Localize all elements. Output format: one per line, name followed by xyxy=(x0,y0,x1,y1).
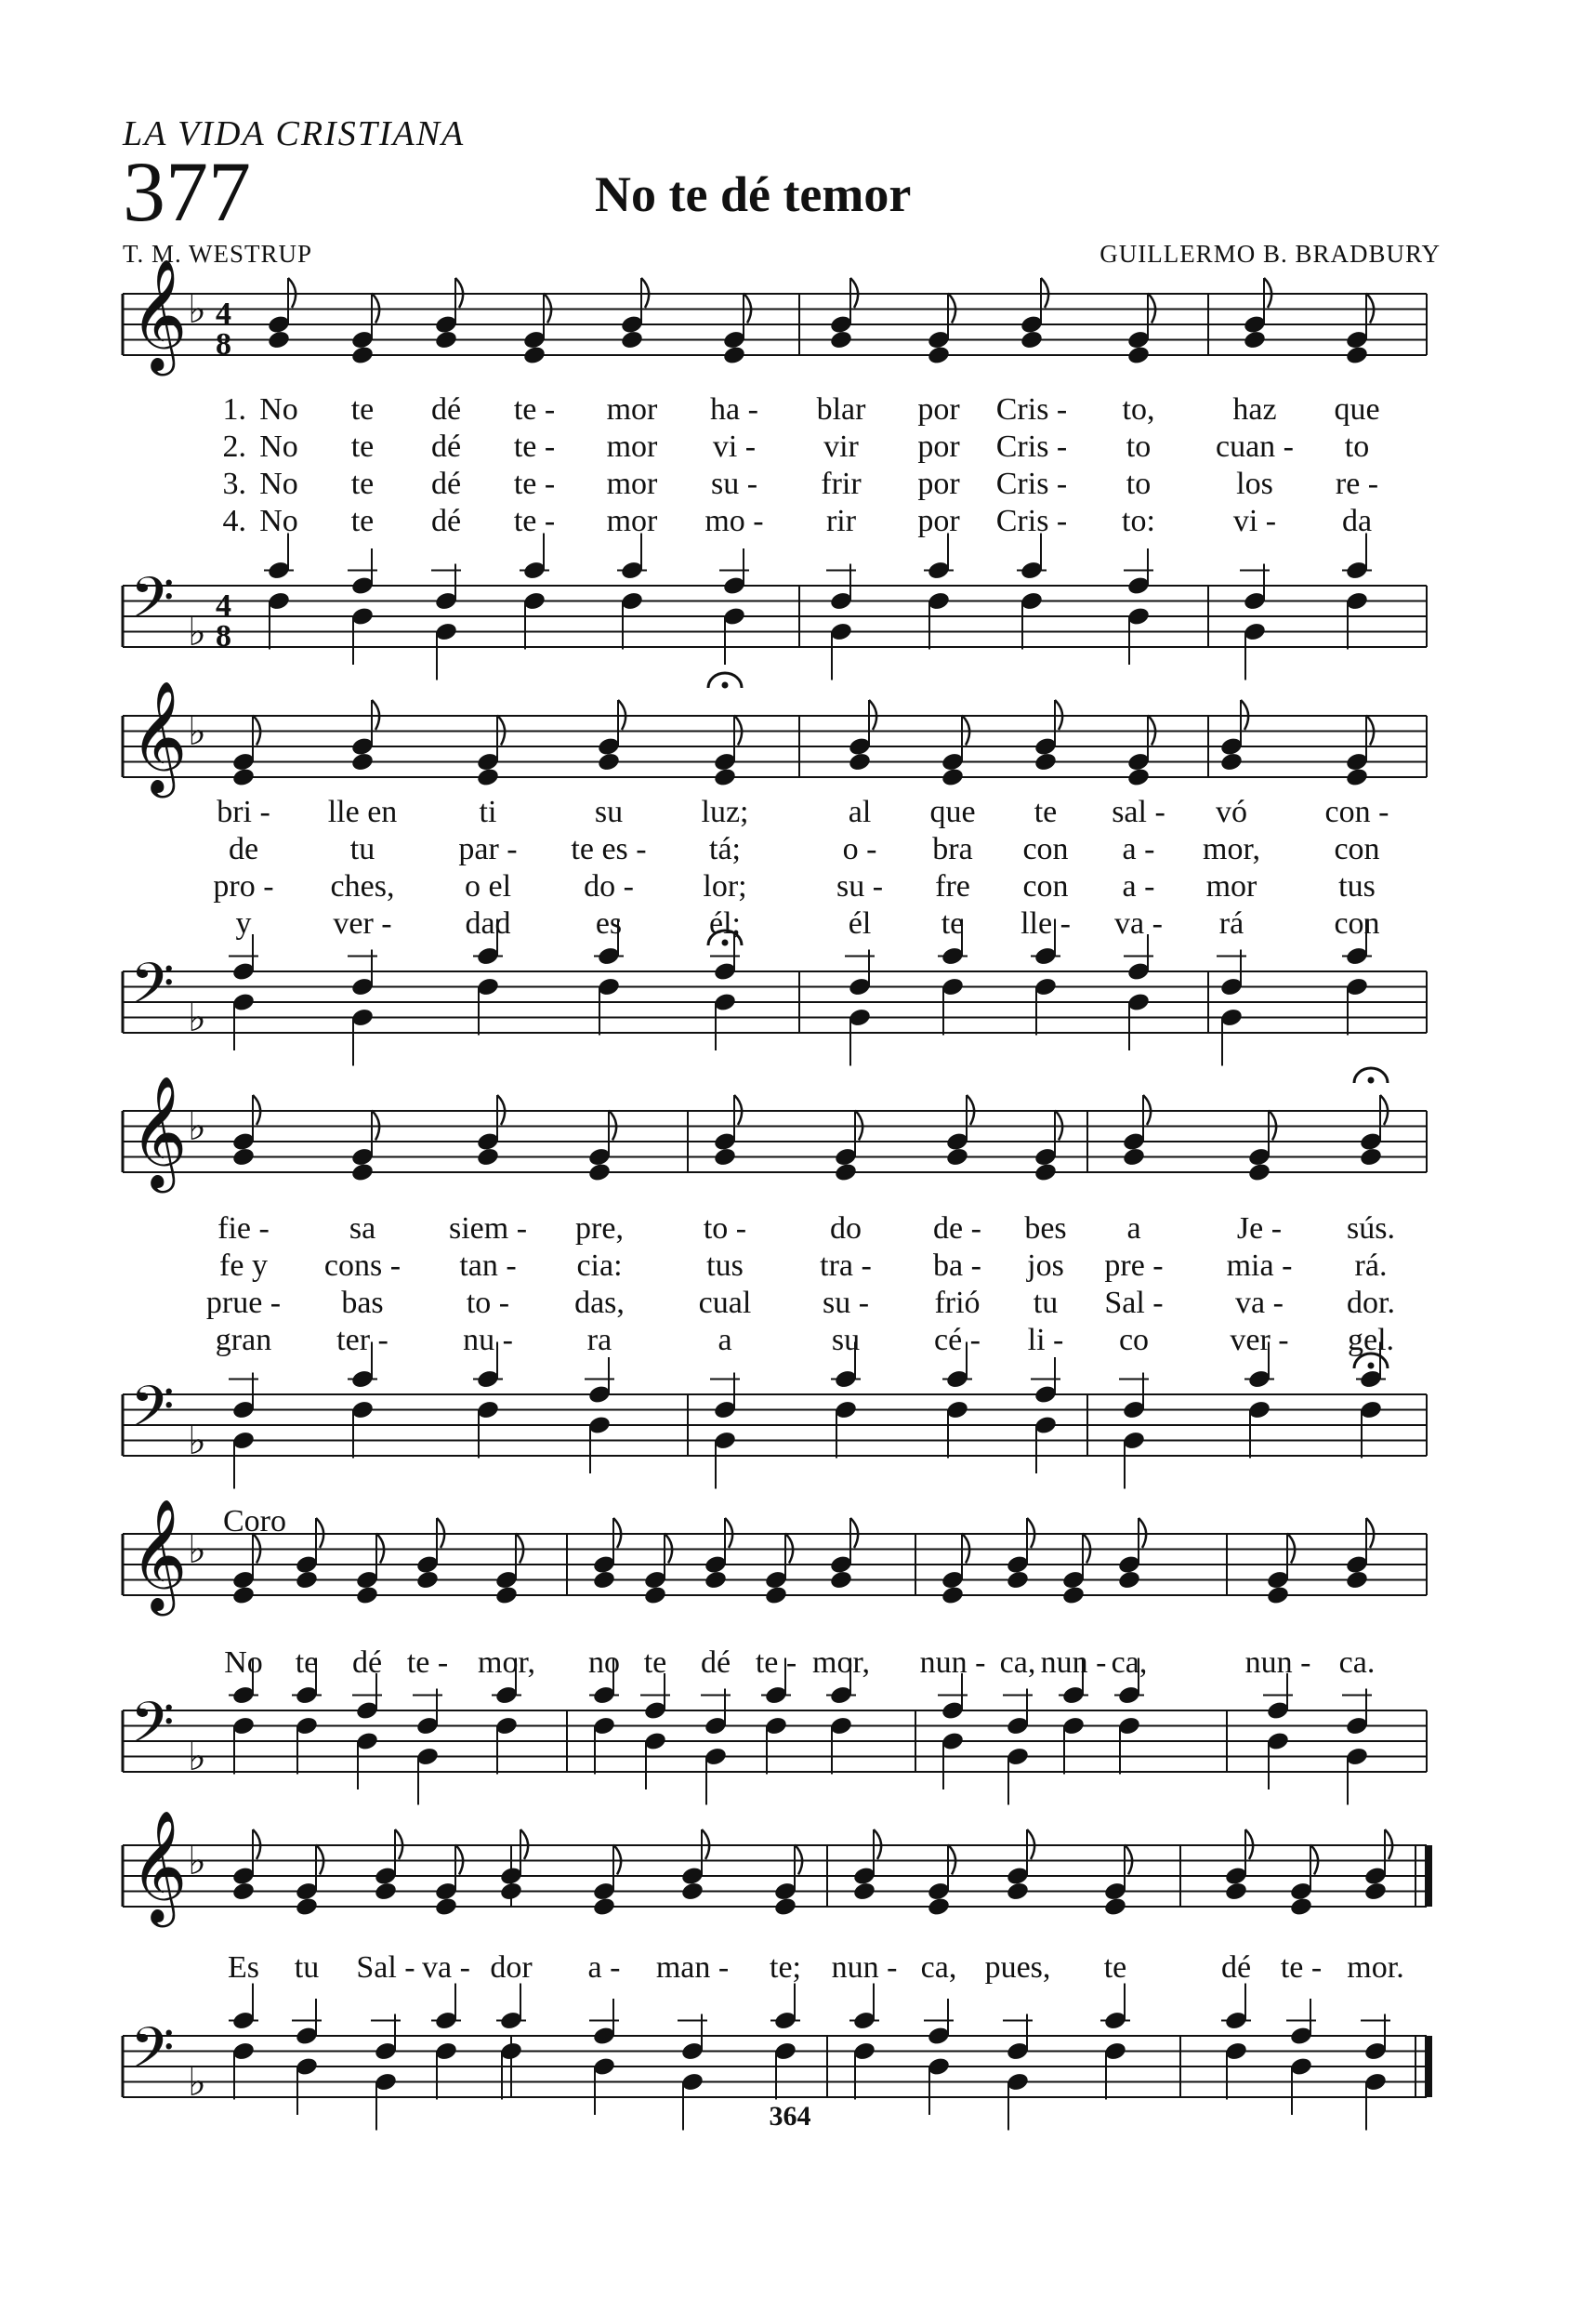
lyric-syllable: su xyxy=(594,795,624,829)
notehead xyxy=(415,1569,440,1591)
lyric-syllable: Cris - xyxy=(995,392,1068,427)
lyric-syllable: te xyxy=(1103,1950,1127,1985)
lyric-syllable: ha - xyxy=(710,392,758,427)
notehead xyxy=(1034,1162,1058,1183)
lyric-syllable: bri - xyxy=(217,795,270,829)
bass-clef-icon: 𝄢 xyxy=(130,1690,175,1770)
lyric-syllable: mor, xyxy=(1203,832,1260,866)
lyric-syllable: él xyxy=(848,906,872,941)
notehead xyxy=(834,1162,858,1183)
lyric-line xyxy=(0,795,1580,832)
lyric-syllable: dé xyxy=(1220,1950,1252,1985)
lyric-syllable: ter - xyxy=(336,1323,388,1357)
lyric-syllable: tu xyxy=(349,832,375,866)
lyric-syllable: mia - xyxy=(1226,1248,1293,1283)
lyric-syllable: te xyxy=(295,1645,319,1680)
lyric-syllable: cé - xyxy=(933,1323,981,1357)
lyric-syllable: nun - xyxy=(1040,1645,1107,1680)
lyric-line xyxy=(0,1323,1580,1360)
treble-clef-icon: 𝄞 xyxy=(130,1498,188,1611)
fermata-dot xyxy=(1368,1363,1375,1369)
lyric-syllable: tan - xyxy=(459,1248,517,1283)
lyric-syllable: dé xyxy=(351,1645,383,1680)
lyric-syllable: mor xyxy=(606,429,658,464)
lyric-syllable: te xyxy=(350,504,375,538)
notehead xyxy=(1219,751,1244,772)
lyric-syllable: nun - xyxy=(831,1950,898,1985)
lyric-syllable: No xyxy=(259,429,298,464)
bass-staff xyxy=(0,1980,1580,2166)
lyric-syllable: to - xyxy=(703,1211,747,1246)
notehead xyxy=(592,1569,616,1591)
lyric-syllable: ca, xyxy=(999,1645,1036,1680)
fermata-dot xyxy=(722,682,729,689)
lyric-syllable: lor; xyxy=(703,869,747,904)
lyric-syllable: haz xyxy=(1232,392,1277,427)
notehead xyxy=(945,1146,969,1168)
lyric-syllable: dé xyxy=(430,504,462,538)
lyric-syllable: bas xyxy=(341,1286,384,1320)
lyricist-credit: T. M. WESTRUP xyxy=(123,240,313,268)
hymn-number: 377 xyxy=(123,144,251,239)
lyric-syllable: va - xyxy=(1114,906,1163,941)
notehead xyxy=(231,767,256,788)
lyric-line xyxy=(0,429,1580,467)
lyric-syllable: bra xyxy=(932,832,973,866)
treble-clef-icon: 𝄞 xyxy=(130,680,188,793)
lyric-syllable: es xyxy=(595,906,623,941)
lyric-syllable: dé xyxy=(430,392,462,427)
lyric-syllable: nun - xyxy=(919,1645,986,1680)
lyric-syllable: sal - xyxy=(1112,795,1165,829)
notehead xyxy=(1289,1896,1313,1918)
lyric-syllable: ca. xyxy=(1338,1645,1376,1680)
lyric-syllable: te - xyxy=(513,429,556,464)
flat-icon: ♭ xyxy=(188,286,206,332)
lyric-line xyxy=(0,1211,1580,1248)
notehead xyxy=(1345,767,1369,788)
lyric-syllable: con xyxy=(1334,906,1380,941)
verse-number: 2. xyxy=(222,429,246,464)
lyric-line xyxy=(0,504,1580,541)
lyric-syllable: ver - xyxy=(333,906,392,941)
notehead xyxy=(231,1146,256,1168)
lyric-line xyxy=(0,832,1580,869)
time-signature-bottom: 8 xyxy=(216,327,231,362)
lyric-syllable: to - xyxy=(466,1286,510,1320)
lyric-syllable: te - xyxy=(406,1645,449,1680)
lyric-syllable: pre, xyxy=(575,1211,624,1246)
lyric-syllable: te; xyxy=(770,1950,801,1985)
lyric-syllable: pre - xyxy=(1104,1248,1164,1283)
lyric-line xyxy=(0,1645,1580,1683)
lyric-syllable: to xyxy=(1344,429,1370,464)
notehead xyxy=(295,1896,319,1918)
lyric-syllable: ver - xyxy=(1230,1323,1289,1357)
lyric-syllable: por xyxy=(917,467,960,501)
lyric-syllable: va - xyxy=(422,1950,470,1985)
hymn-title: No te dé temor xyxy=(595,166,912,222)
notehead xyxy=(1224,1881,1248,1902)
lyric-syllable: cuan - xyxy=(1215,429,1295,464)
lyric-syllable: to xyxy=(1126,467,1152,501)
lyric-syllable: te xyxy=(643,1645,667,1680)
lyric-syllable: a - xyxy=(587,1950,621,1985)
notehead xyxy=(848,751,872,772)
lyric-syllable: lle en xyxy=(327,795,398,829)
lyric-syllable: fe y xyxy=(219,1248,268,1283)
flat-icon: ♭ xyxy=(188,1103,206,1149)
lyric-syllable: ches, xyxy=(330,869,395,904)
notehead xyxy=(722,345,746,366)
lyric-syllable: re - xyxy=(1335,467,1379,501)
lyric-syllable: tra - xyxy=(820,1248,872,1283)
lyric-syllable: man - xyxy=(655,1950,730,1985)
lyric-syllable: da xyxy=(1341,504,1373,538)
notehead xyxy=(522,345,546,366)
lyric-syllable: mor. xyxy=(1347,1950,1404,1985)
lyric-syllable: mor, xyxy=(812,1645,870,1680)
notehead xyxy=(1266,1585,1290,1606)
notehead xyxy=(713,1146,737,1168)
notehead xyxy=(1126,345,1151,366)
lyric-syllable: los xyxy=(1236,467,1273,501)
bass-clef-icon: 𝄢 xyxy=(130,951,175,1031)
lyric-syllable: vi - xyxy=(712,429,757,464)
verse-number: 1. xyxy=(222,392,246,427)
notehead xyxy=(1006,1569,1030,1591)
lyric-syllable: te - xyxy=(513,467,556,501)
notehead xyxy=(680,1881,704,1902)
lyric-syllable: rá xyxy=(1218,906,1244,941)
notehead xyxy=(1345,1569,1369,1591)
lyric-syllable: te xyxy=(941,906,965,941)
composer-credit: GUILLERMO B. BRADBURY xyxy=(1099,240,1441,268)
notehead xyxy=(704,1569,728,1591)
lyric-syllable: do - xyxy=(584,869,634,904)
final-barline xyxy=(1425,2036,1432,2097)
treble-staff xyxy=(0,1478,1580,1664)
verse-number: 4. xyxy=(222,504,246,538)
notehead xyxy=(1020,329,1044,350)
lyric-syllable: dor xyxy=(490,1950,533,1985)
notehead xyxy=(1061,1585,1086,1606)
lyric-syllable: ra xyxy=(586,1323,612,1357)
lyric-syllable: tus xyxy=(706,1248,744,1283)
flat-icon: ♭ xyxy=(188,1838,206,1883)
lyric-line xyxy=(0,869,1580,906)
notehead xyxy=(620,329,644,350)
lyric-syllable: de - xyxy=(933,1211,981,1246)
lyric-syllable: co xyxy=(1118,1323,1150,1357)
lyric-syllable: gran xyxy=(215,1323,272,1357)
time-signature-top: 4 xyxy=(216,297,231,331)
lyric-syllable: mor xyxy=(606,467,658,501)
lyric-syllable: to: xyxy=(1122,504,1155,538)
lyric-syllable: a - xyxy=(1122,832,1155,866)
lyric-syllable: su - xyxy=(822,1286,870,1320)
lyric-line xyxy=(0,392,1580,429)
lyric-syllable: vó xyxy=(1216,795,1247,829)
lyric-syllable: Cris - xyxy=(995,504,1068,538)
lyric-syllable: va - xyxy=(1235,1286,1284,1320)
lyric-syllable: cia: xyxy=(576,1248,623,1283)
lyric-syllable: prue - xyxy=(205,1286,282,1320)
lyric-syllable: te - xyxy=(1280,1950,1323,1985)
flat-icon: ♭ xyxy=(188,2059,206,2105)
treble-staff xyxy=(0,1789,1580,1975)
lyric-syllable: mor xyxy=(1205,869,1257,904)
lyric-syllable: no xyxy=(588,1645,620,1680)
notehead xyxy=(1122,1146,1146,1168)
notehead xyxy=(764,1585,788,1606)
notehead xyxy=(643,1585,667,1606)
lyric-syllable: que xyxy=(929,795,976,829)
lyric-syllable: con xyxy=(1022,869,1069,904)
lyric-line xyxy=(0,1950,1580,1987)
lyric-syllable: con xyxy=(1022,832,1069,866)
lyric-syllable: dé xyxy=(430,429,462,464)
lyric-syllable: al xyxy=(848,795,872,829)
notehead xyxy=(927,1896,951,1918)
notehead xyxy=(295,1569,319,1591)
lyric-syllable: fre xyxy=(935,869,970,904)
lyric-syllable: sa xyxy=(349,1211,376,1246)
lyric-syllable: por xyxy=(917,429,960,464)
lyric-syllable: te xyxy=(1034,795,1058,829)
lyric-syllable: pro - xyxy=(213,869,274,904)
lyric-syllable: con xyxy=(1334,832,1380,866)
notehead xyxy=(927,345,951,366)
notehead xyxy=(476,1146,500,1168)
lyric-syllable: vir xyxy=(823,429,859,464)
notehead xyxy=(355,1585,379,1606)
lyric-syllable: él; xyxy=(709,906,741,941)
notehead xyxy=(350,751,375,772)
lyric-syllable: que xyxy=(1334,392,1380,427)
lyric-syllable: dor. xyxy=(1347,1286,1395,1320)
notehead xyxy=(350,345,375,366)
notehead xyxy=(1345,345,1369,366)
lyric-syllable: a xyxy=(718,1323,732,1357)
lyric-syllable: te xyxy=(350,392,375,427)
lyric-syllable: Sal - xyxy=(356,1950,415,1985)
notehead xyxy=(587,1162,612,1183)
lyric-syllable: das, xyxy=(574,1286,625,1320)
lyric-syllable: Je - xyxy=(1236,1211,1283,1246)
lyric-syllable: frir xyxy=(821,467,862,501)
lyric-syllable: rá. xyxy=(1354,1248,1388,1283)
lyric-syllable: ti xyxy=(479,795,497,829)
bass-clef-icon: 𝄢 xyxy=(130,565,175,645)
lyric-syllable: gel. xyxy=(1347,1323,1395,1357)
lyric-syllable: dé xyxy=(700,1645,731,1680)
lyric-syllable: frió xyxy=(934,1286,981,1320)
lyric-syllable: do xyxy=(830,1211,862,1246)
notehead xyxy=(852,1881,876,1902)
notehead xyxy=(1243,329,1267,350)
lyric-syllable: Cris - xyxy=(995,467,1068,501)
lyric-syllable: su xyxy=(831,1323,861,1357)
flat-icon: ♭ xyxy=(188,1418,206,1463)
notehead xyxy=(829,1569,853,1591)
notehead xyxy=(941,1585,965,1606)
lyric-syllable: por xyxy=(917,504,960,538)
lyric-syllable: te - xyxy=(755,1645,797,1680)
lyric-line xyxy=(0,467,1580,504)
notehead xyxy=(499,1881,523,1902)
flat-icon: ♭ xyxy=(188,708,206,754)
lyric-syllable: mor xyxy=(606,392,658,427)
page-number: 364 xyxy=(769,2101,811,2132)
flat-icon: ♭ xyxy=(188,995,206,1040)
lyric-syllable: mor, xyxy=(478,1645,535,1680)
lyric-syllable: tus xyxy=(1338,869,1376,904)
lyric-syllable: de xyxy=(228,832,259,866)
flat-icon: ♭ xyxy=(188,609,206,654)
lyric-syllable: to, xyxy=(1122,392,1155,427)
verse-number: 3. xyxy=(222,467,246,501)
treble-clef-icon: 𝄞 xyxy=(130,1075,188,1188)
lyric-syllable: ca, xyxy=(1111,1645,1148,1680)
notehead xyxy=(476,767,500,788)
lyric-syllable: to xyxy=(1126,429,1152,464)
lyric-syllable: o - xyxy=(842,832,877,866)
lyric-syllable: sús. xyxy=(1347,1211,1395,1246)
notehead xyxy=(1247,1162,1271,1183)
lyric-syllable: Cris - xyxy=(995,429,1068,464)
notehead xyxy=(231,1585,256,1606)
flat-icon: ♭ xyxy=(188,1526,206,1572)
notehead xyxy=(773,1896,797,1918)
lyric-syllable: blar xyxy=(816,392,866,427)
notehead xyxy=(713,767,737,788)
lyric-syllable: vi - xyxy=(1232,504,1277,538)
lyric-syllable: te es - xyxy=(571,832,647,866)
lyric-syllable: Sal - xyxy=(1104,1286,1164,1320)
lyric-syllable: su - xyxy=(710,467,758,501)
notehead xyxy=(941,767,965,788)
lyric-syllable: nun - xyxy=(1244,1645,1311,1680)
notehead xyxy=(231,1881,256,1902)
lyric-syllable: No xyxy=(259,504,298,538)
lyric-syllable: pues, xyxy=(984,1950,1051,1985)
lyric-syllable: a - xyxy=(1122,869,1155,904)
lyric-syllable: Es xyxy=(228,1950,259,1985)
lyric-syllable: lle - xyxy=(1020,906,1071,941)
flat-icon: ♭ xyxy=(188,1734,206,1779)
notehead xyxy=(1006,1881,1030,1902)
lyric-syllable: cual xyxy=(698,1286,752,1320)
lyric-syllable: mor xyxy=(606,504,658,538)
lyric-syllable: te xyxy=(350,467,375,501)
lyric-syllable: No xyxy=(259,467,298,501)
lyric-line xyxy=(0,1286,1580,1323)
lyric-syllable: te - xyxy=(513,504,556,538)
lyric-syllable: bes xyxy=(1024,1211,1067,1246)
notehead xyxy=(267,329,291,350)
lyric-syllable: mo - xyxy=(704,504,764,538)
treble-clef-icon: 𝄞 xyxy=(130,1809,188,1922)
notehead xyxy=(1103,1896,1127,1918)
lyric-syllable: por xyxy=(917,392,960,427)
lyric-line xyxy=(0,1248,1580,1286)
lyric-syllable: cons - xyxy=(323,1248,402,1283)
lyric-syllable: fie - xyxy=(217,1211,270,1246)
bass-clef-icon: 𝄢 xyxy=(130,2015,175,2095)
lyric-syllable: con - xyxy=(1324,795,1389,829)
lyric-syllable: ca, xyxy=(920,1950,957,1985)
notehead xyxy=(597,751,621,772)
notehead xyxy=(592,1896,616,1918)
treble-clef-icon: 𝄞 xyxy=(130,257,188,371)
lyric-syllable: li - xyxy=(1027,1323,1064,1357)
lyric-syllable: No xyxy=(224,1645,263,1680)
final-barline xyxy=(1425,1845,1432,1907)
notehead xyxy=(434,1896,458,1918)
time-signature-bottom: 8 xyxy=(216,619,231,654)
lyric-syllable: rir xyxy=(825,504,857,538)
notehead xyxy=(1034,751,1058,772)
fermata-dot xyxy=(1368,1077,1375,1084)
notehead xyxy=(829,329,853,350)
lyric-syllable: te xyxy=(350,429,375,464)
chorus-label: Coro xyxy=(223,1504,286,1538)
notehead xyxy=(1117,1569,1141,1591)
lyric-syllable: dad xyxy=(465,906,511,941)
notehead xyxy=(1359,1146,1383,1168)
lyric-syllable: tu xyxy=(1033,1286,1059,1320)
lyric-syllable: luz; xyxy=(701,795,749,829)
lyric-syllable: siem - xyxy=(448,1211,528,1246)
notehead xyxy=(434,329,458,350)
bass-clef-icon: 𝄢 xyxy=(130,1374,175,1454)
lyric-syllable: su - xyxy=(836,869,884,904)
lyric-syllable: par - xyxy=(458,832,518,866)
lyric-syllable: jos xyxy=(1027,1248,1064,1283)
lyric-syllable: tu xyxy=(294,1950,320,1985)
lyric-syllable: te - xyxy=(513,392,556,427)
lyric-syllable: No xyxy=(259,392,298,427)
lyric-syllable: nu - xyxy=(463,1323,513,1357)
section-title: LA VIDA CRISTIANA xyxy=(123,114,466,153)
lyric-syllable: a xyxy=(1126,1211,1141,1246)
notehead xyxy=(1363,1881,1388,1902)
notehead xyxy=(494,1585,519,1606)
lyric-line xyxy=(0,906,1580,944)
lyric-syllable: y xyxy=(235,906,252,941)
notehead xyxy=(350,1162,375,1183)
lyric-syllable: tá; xyxy=(709,832,741,866)
notehead xyxy=(374,1881,398,1902)
lyric-syllable: ba - xyxy=(933,1248,981,1283)
notehead xyxy=(1126,767,1151,788)
lyric-syllable: dé xyxy=(430,467,462,501)
lyric-syllable: o el xyxy=(464,869,512,904)
time-signature-top: 4 xyxy=(216,588,231,623)
